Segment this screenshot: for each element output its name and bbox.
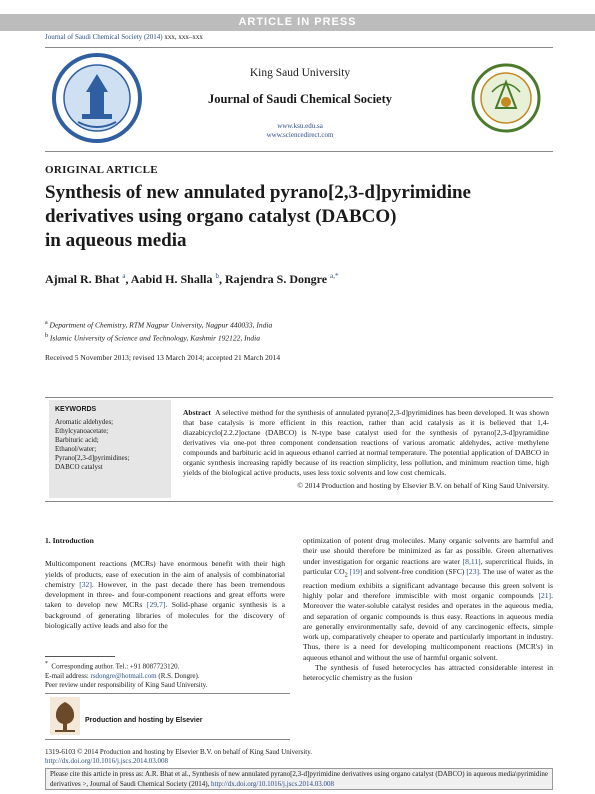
author-affiliation-mark[interactable]: a xyxy=(122,272,126,280)
author-name[interactable]: Rajendra S. Dongre xyxy=(225,272,328,286)
author-list: Ajmal R. Bhat $^a$, Aabid H. Shalla $^b$, Rajendra S. Dongre $^{a,*}$ xyxy=(45,272,339,286)
production-hosting-label: Production and hosting by Elsevier xyxy=(85,717,203,724)
keyword-item: Pyrano[2,3-d]pyrimidines; xyxy=(55,454,130,462)
footnotes xyxy=(45,660,285,691)
keyword-item: Ethylcyanoacetate; xyxy=(55,427,109,435)
saudi-chemical-society-logo xyxy=(470,62,542,134)
abstract-label: Abstract xyxy=(183,408,211,417)
citation-link[interactable]: [32] xyxy=(79,579,92,589)
intro-left-column xyxy=(45,536,285,631)
intro-right-column xyxy=(303,536,553,684)
corresponding-author-note: * Corresponding author. Tel.: +91 8087723120. xyxy=(45,661,180,671)
affiliations xyxy=(45,318,565,343)
citation-doi-link[interactable]: http://dx.doi.org/10.1016/j.jscs.2014.03.008 xyxy=(211,779,334,788)
keywords-heading: KEYWORDS xyxy=(55,406,97,413)
journal-title: Journal of Saudi Chemical Society xyxy=(207,92,393,106)
article-title xyxy=(45,181,545,253)
citation-link[interactable]: [29,7] xyxy=(146,600,166,610)
citation-link[interactable]: [21] xyxy=(538,591,552,600)
article-type: ORIGINAL ARTICLE xyxy=(45,164,158,176)
email-note: E-mail address: rsdongre@hotmail.com (R.S. Dongre). xyxy=(45,671,200,680)
intro-heading: 1. Introduction xyxy=(45,536,94,545)
citation-link[interactable]: [8,11] xyxy=(462,556,481,566)
intro-paragraph: The synthesis of fused heterocycles has attracted considerable interest in heterocyclic chemistry as the fusion xyxy=(303,663,553,683)
elsevier-tree-logo xyxy=(50,697,80,735)
intro-paragraph: Multicomponent reactions (MCRs) have enormous benefit with their high yields of products, ease of execution in the aim of analysis of combinatorial chemistry [32]. However, in the past decade there has been tremendous development in three- and four-component reactions and great efforts were taken to develop new MCRs [29,7]. Solid-phase organic synthesis is a background of generating libraries of molecules for the discovery of biologically active leads and also for the xyxy=(45,559,286,631)
sciencedirect-link[interactable]: www.sciencedirect.com xyxy=(266,131,334,139)
author-name[interactable]: Aabid H. Shalla xyxy=(130,272,213,286)
author-name[interactable]: Ajmal R. Bhat xyxy=(45,272,120,286)
abstract-copyright: © 2014 Production and hosting by Elsevier B.V. on behalf of King Saud University. xyxy=(297,481,549,490)
email-link[interactable]: rsdongre@hotmail.com xyxy=(90,671,157,680)
keywords-box xyxy=(49,400,171,498)
doi-link[interactable]: http://dx.doi.org/10.1016/j.jscs.2014.03.008 xyxy=(45,757,168,765)
received-dates: Received 5 November 2013; revised 13 March 2014; accepted 21 March 2014 xyxy=(45,353,281,362)
affiliation-item: $^b$ Islamic University of Science and Technology, Kashmir 192122, India xyxy=(45,332,260,342)
journal-reference: Journal of Saudi Chemical Society (2014) xxx, xxx–xxx xyxy=(45,33,203,41)
author-affiliation-mark[interactable]: a,* xyxy=(330,272,339,280)
intro-paragraph: optimization of potent drug molecules. Many organic solvents are harmful and their use should therefore be minimized as far as possible. Green alternatives under investigation for organic reactions are water [8,11], supercritical fluids, in particular $CO_2$ [19] and solvent-free condition (SFC) [23]. The use of water as the reaction medium exhibits a significant advantage because this green solvent is highly polar and therefore immiscible with most organic compounds [21]. Moreover the water-soluble catalyst resides and operates in the aqueous media, and separation of organic compounds is thus easy. Reactions in aqueous media are generally environmentally safe, devoid of any carcinogenic effects, simple work up, comparatively cheaper to operate and particularly important in industry. Thus, there is a need for developing multicomponent reactions (MCR's) in aqueous ethanol and without the use of harmful organic solvent. xyxy=(303,536,553,662)
abstract-text: Abstract A selective method for the synthesis of annulated pyrano[2,3-d]pyrimidines has been developed. It was shown that base catalysis is more efficient in this reaction, rather than acid catalysis as it is believed that 1,4-diazabicyclo[2.2.2]octane (DABCO) is N-type base catalyst used for the synthesis of pyrano[2,3-d]pyramidine derivatives via one-pot three component condensation reactions of various aromatic aldehydes, active methylene compounds and barbituric acid in aqueous ethanol carried at normal temperature. The potential application of DABCO in organic synthesis increasing rapidly because of its reaction simplicity, less pollution, and minimum reaction time, high yields of the biological active products, uses less toxic solvents and low cost chemicals. xyxy=(183,408,549,477)
citation-link[interactable]: [23] xyxy=(466,566,480,576)
title-line-1: Synthesis of new annulated pyrano[2,3-d]pyrimidine xyxy=(45,182,471,203)
article-in-press-banner: ARTICLE IN PRESS xyxy=(0,14,595,31)
footnote-rule xyxy=(45,656,115,657)
affiliation-item: $^a$ Department of Chemistry, RTM Nagpur University, Nagpur 440033, India xyxy=(45,320,273,330)
keyword-item: Aromatic aldehydes; xyxy=(55,418,114,426)
ksu-link[interactable]: www.ksu.edu.sa xyxy=(277,122,323,130)
peer-review-note: Peer review under responsibility of King Saud University. xyxy=(45,681,208,690)
title-line-3: in aqueous media xyxy=(45,230,187,251)
keyword-item: DABCO catalyst xyxy=(55,463,103,471)
issn-line: 1319-6103 © 2014 Production and hosting by Elsevier B.V. on behalf of King Saud University. http://dx.doi.org/10.1016/j.jscs.2014.03.008 xyxy=(45,748,555,766)
keyword-item: Ethanol/water; xyxy=(55,445,97,453)
title-line-2: derivatives using organo catalyst (DABCO) xyxy=(45,206,397,227)
journal-urls xyxy=(150,122,450,140)
citation-link[interactable]: [19] xyxy=(349,566,363,576)
king-saud-university-logo xyxy=(48,52,146,144)
keyword-item: Barbituric acid; xyxy=(55,436,99,444)
university-name: King Saud University xyxy=(249,67,351,79)
author-affiliation-mark[interactable]: b xyxy=(215,272,219,280)
citation-box: Please cite this article in press as: A.R. Bhat et al., Synthesis of new annulated pyrano[2,3-d]pyrimidine derivatives using organo catalyst (DABCO) in aqueous media\pyrimidine derivatives >, Journal of Saudi Chemical Society (2014), http://dx.doi.org/10.1016/j.jscs.2014.03.008 xyxy=(45,768,553,790)
